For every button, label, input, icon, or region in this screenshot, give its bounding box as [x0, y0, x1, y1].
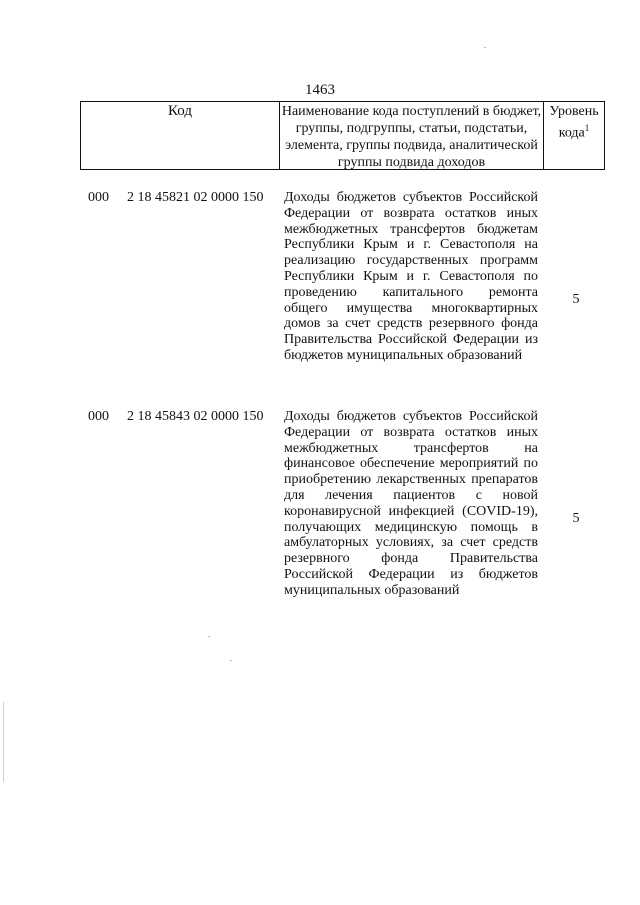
footnote-marker: 1 — [584, 123, 590, 133]
scan-margin-line — [3, 702, 4, 782]
revenue-code: 2 18 45821 02 0000 150 — [127, 190, 264, 205]
header-level-label: Уровень кода — [549, 104, 599, 141]
revenue-code: 2 18 45843 02 0000 150 — [127, 409, 264, 424]
revenue-description: Доходы бюджетов субъектов Российской Федерации от возврата остатков иных межбюджетных трансфертов бюджетам Республики Крым и г. Севастополя на реализацию государственных программ Республики Крым и г. Севастополя по проведению капитального ремонта общего имущества многоквартирных домов за счет средств резервного фонда Правительства Российской Федерации из бюджетов муниципальных образований — [284, 190, 538, 363]
table-header — [80, 101, 605, 170]
page-number: 1463 — [305, 82, 335, 98]
admin-code: 000 — [88, 409, 109, 424]
revenue-description: Доходы бюджетов субъектов Российской Федерации от возврата остатков иных межбюджетных трансфертов на финансовое обеспечение мероприятий по приобретению лекарственных препаратов для лечения пациентов с новой коронавирусной инфекцией (COVID-19), получающих медицинскую помощь в амбулаторных условиях, за счет средств резервного фонда Правительства Российской Федерации из бюджетов муниципальных образований — [284, 409, 538, 598]
scan-speck — [230, 660, 232, 661]
header-level — [544, 102, 604, 169]
header-name: Наименование кода поступлений в бюджет, группы, подгруппы, статьи, подстатьи, элемента, группы подвида, аналитической группы подвида доходов — [280, 102, 544, 169]
admin-code: 000 — [88, 190, 109, 205]
scan-speck — [208, 636, 210, 637]
header-code: Код — [81, 102, 280, 169]
code-level: 5 — [572, 292, 580, 307]
code-level: 5 — [572, 511, 580, 526]
scan-speck — [484, 47, 486, 48]
